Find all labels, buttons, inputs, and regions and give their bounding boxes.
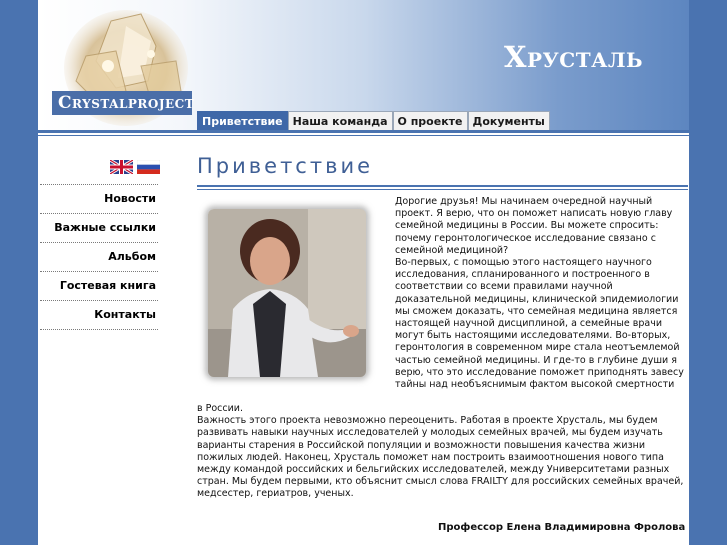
tab-about-project[interactable]: О проекте — [393, 111, 468, 131]
right-frame — [689, 0, 727, 545]
greeting-text-full — [197, 403, 686, 501]
sidebar-item-links[interactable]: Важные ссылки — [40, 213, 158, 242]
page-title: Приветствие — [197, 154, 374, 178]
sidebar-item-guestbook[interactable]: Гостевая книга — [40, 271, 158, 300]
sidebar-item-contacts[interactable]: Контакты — [40, 300, 158, 330]
language-switcher — [110, 160, 160, 174]
greeting-paragraph: Дорогие друзья! Мы начинаем очередной научный проект. Я верю, что он поможет написать новую главу семейной медицины в России. Вы можете спросить: почему геронтологическое исследование связано с семейной медициной? — [395, 196, 673, 256]
header-banner — [38, 0, 689, 130]
title-divider-thin — [197, 189, 688, 190]
title-divider — [197, 185, 688, 187]
greeting-paragraph: Во-первых, с помощью этого настоящего научного исследования, спланированного и построенного в соответствии со всеми правилами научной доказательной медицины, клинической эпидемиологии мы сможем доказать, что семейная медицина является настоящей научной дисциплиной, а семейные врачи могут быть настоящими исследователями. Во-вторых, геронтология в современном мире стала неотъемлемой частью семейной медицины. И где-то в глубине души я верю, что это исследование поможет приподнять завесу тайны над необъяснимым фактом высокой смертности — [395, 257, 684, 391]
tab-documents[interactable]: Документы — [468, 111, 550, 131]
tab-greeting[interactable]: Приветствие — [197, 111, 288, 131]
greeting-text-column — [395, 196, 689, 391]
header-divider-thin — [38, 135, 689, 136]
greeting-paragraph: в России. — [197, 403, 243, 414]
header-divider — [38, 130, 689, 133]
site-title: Хрусталь — [504, 40, 644, 74]
english-flag-icon[interactable] — [110, 160, 133, 174]
site-logo[interactable]: Crystalproject — [52, 91, 192, 115]
sidebar-nav — [40, 184, 158, 330]
left-frame — [0, 0, 38, 545]
author-signature: Профессор Елена Владимировна Фролова — [438, 522, 686, 533]
tab-our-team[interactable]: Наша команда — [288, 111, 393, 131]
sidebar-item-album[interactable]: Альбом — [40, 242, 158, 271]
sidebar-item-news[interactable]: Новости — [40, 184, 158, 213]
page — [38, 0, 689, 545]
greeting-paragraph: Важность этого проекта невозможно переоценить. Работая в проекте Хрусталь, мы будем развивать навыки научных исследователей у молодых семейных врачей, мы будем изучать варианты старения в Российской популяции и возможности повышения качества жизни пожилых людей. Наконец, Хрусталь поможет нам построить взаимоотношения нового типа между командой российских и бельгийских исследователей, между Университетами разных стран. Мы будем первыми, кто объяснит смысл слова FRAILTY для российских семейных врачей, медсестер, гериатров, ученых. — [197, 415, 684, 500]
russian-flag-icon[interactable] — [137, 160, 160, 174]
author-photo — [208, 209, 366, 377]
top-nav — [197, 111, 550, 131]
